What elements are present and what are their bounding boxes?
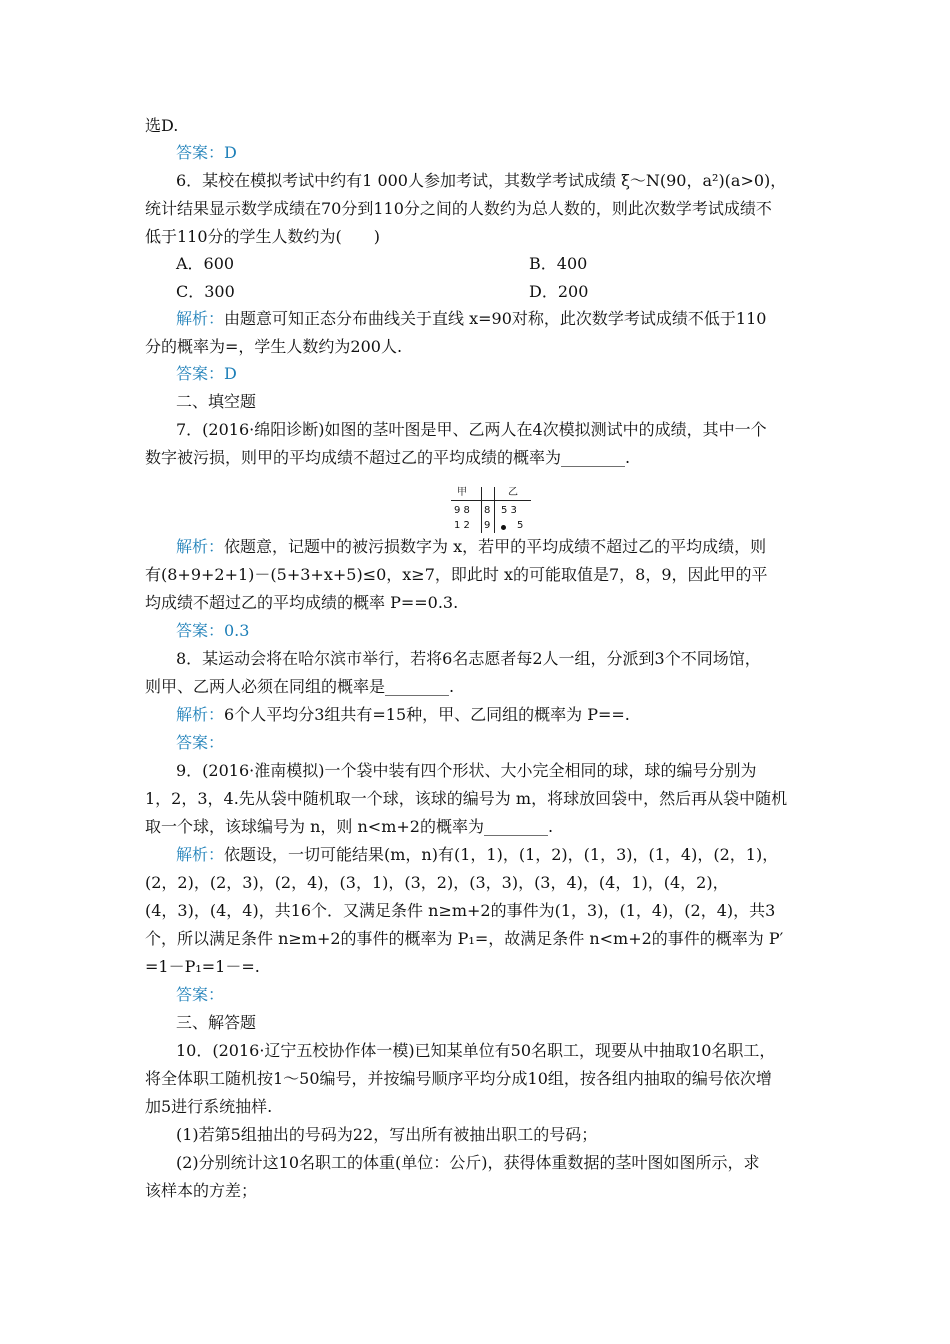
text-line: 10．(2016·辽宁五校协作体一模)已知某单位有50名职工，现要从中抽取10名职工， — [176, 1041, 776, 1060]
text-line: 三、解答题 — [176, 1013, 257, 1032]
text-line: 解析：依题意，记题中的被污损数字为 x，若甲的平均成绩不超过乙的平均成绩，则 — [176, 537, 767, 556]
analysis-label: 解析： — [176, 537, 225, 556]
text-line: 9．(2016·淮南模拟)一个袋中装有四个形状、大小完全相同的球，球的编号分别为 — [176, 761, 757, 780]
analysis-label: 解析： — [176, 309, 225, 328]
text-line: 解析：6个人平均分3组共有=15种，甲、乙同组的概率为 P==. — [176, 705, 630, 724]
text-line: (4，3)，(4，4)，共16个．又满足条件 n≥m+2的事件为(1，3)，(1，4)，(2，4)，共3 — [145, 901, 776, 920]
stem-left-rule — [481, 487, 482, 533]
text-line: 答案： — [176, 733, 225, 752]
text-line: 分的概率为=，学生人数约为200人. — [145, 337, 403, 356]
choice-option: D．200 — [529, 282, 589, 301]
stem-row-2-stem: 9 — [484, 520, 491, 531]
text-line: 6．某校在模拟考试中约有1 000人参加考试，其数学考试成绩 ξ～N(90，a²)(a>0)， — [176, 171, 787, 190]
stem-row-1-stem: 8 — [484, 505, 491, 516]
stem-row-2-left: 1 2 — [454, 520, 470, 531]
text-line: 答案：D — [176, 143, 237, 162]
stem-row-2-right: 5 — [517, 520, 524, 531]
text-line: 有(8+9+2+1)－(5+3+x+5)≤0，x≥7，即此时 x的可能取值是7，8，9，因此甲的平 — [145, 565, 768, 584]
text-line: 选D. — [145, 116, 179, 135]
text-line: 该样本的方差； — [145, 1181, 258, 1200]
stem-right-rule — [494, 487, 495, 533]
analysis-label: 解析： — [176, 705, 225, 724]
text-line: (2)分别统计这10名职工的体重(单位：公斤)，获得体重数据的茎叶图如图所示，求 — [176, 1153, 760, 1172]
text-line: 解析：由题意可知正态分布曲线关于直线 x=90对称，此次数学考试成绩不低于110 — [176, 309, 767, 328]
choice-option: A．600 — [176, 254, 235, 273]
choice-option: C．300 — [176, 282, 235, 301]
text-line: 统计结果显示数学成绩在70分到110分之间的人数约为总人数的，则此次数学考试成绩不 — [145, 199, 772, 218]
text-line: 1，2，3，4.先从袋中随机取一个球，该球的编号为 m，将球放回袋中，然后再从袋中随机 — [145, 789, 788, 808]
text-line: 则甲、乙两人必须在同组的概率是________. — [145, 677, 455, 696]
stem-header-rule — [451, 500, 531, 501]
stem-row-1-left: 9 8 — [454, 505, 470, 516]
text-line: 答案：0.3 — [176, 621, 250, 640]
stem-header-right: 乙 — [508, 487, 518, 498]
choice-option: B．400 — [529, 254, 588, 273]
stem-row-1-right: 5 3 — [501, 505, 517, 516]
text-line: 加5进行系统抽样. — [145, 1097, 273, 1116]
text-line: 低于110分的学生人数约为( ) — [145, 227, 381, 246]
text-line: 将全体职工随机按1～50编号，并按编号顺序平均分成10组，按各组内抽取的编号依次增 — [145, 1069, 772, 1088]
text-line: 二、填空题 — [176, 392, 257, 411]
analysis-label: 解析： — [176, 845, 225, 864]
stem-leaf-plot — [451, 487, 531, 533]
text-line: (2，2)，(2，3)，(2，4)，(3，1)，(3，2)，(3，3)，(3，4)，(4，1)，(4，2)， — [145, 873, 729, 892]
text-line: 个，所以满足条件 n≥m+2的事件的概率为 P₁=，故满足条件 n<m+2的事件的概率为 P′ — [145, 929, 784, 948]
text-line: 7．(2016·绵阳诊断)如图的茎叶图是甲、乙两人在4次模拟测试中的成绩，其中一个 — [176, 420, 767, 439]
text-line: 8．某运动会将在哈尔滨市举行，若将6名志愿者每2人一组，分派到3个不同场馆， — [176, 649, 761, 668]
stem-header-left: 甲 — [457, 487, 467, 498]
text-line: =1－P₁=1－=. — [145, 957, 260, 976]
text-line: 解析：依题设，一切可能结果(m，n)有(1，1)，(1，2)，(1，3)，(1，4)，(2，1)， — [176, 845, 779, 864]
text-line: 数字被污损，则甲的平均成绩不超过乙的平均成绩的概率为________. — [145, 448, 631, 467]
text-line: 取一个球，该球编号为 n，则 n<m+2的概率为________. — [145, 817, 554, 836]
text-line: 答案：D — [176, 364, 237, 383]
smudged-digit-icon — [501, 522, 506, 534]
text-line: 均成绩不超过乙的平均成绩的概率 P==0.3. — [145, 593, 459, 612]
text-line: (1)若第5组抽出的号码为22，写出所有被抽出职工的号码； — [176, 1125, 598, 1144]
text-line: 答案： — [176, 985, 225, 1004]
